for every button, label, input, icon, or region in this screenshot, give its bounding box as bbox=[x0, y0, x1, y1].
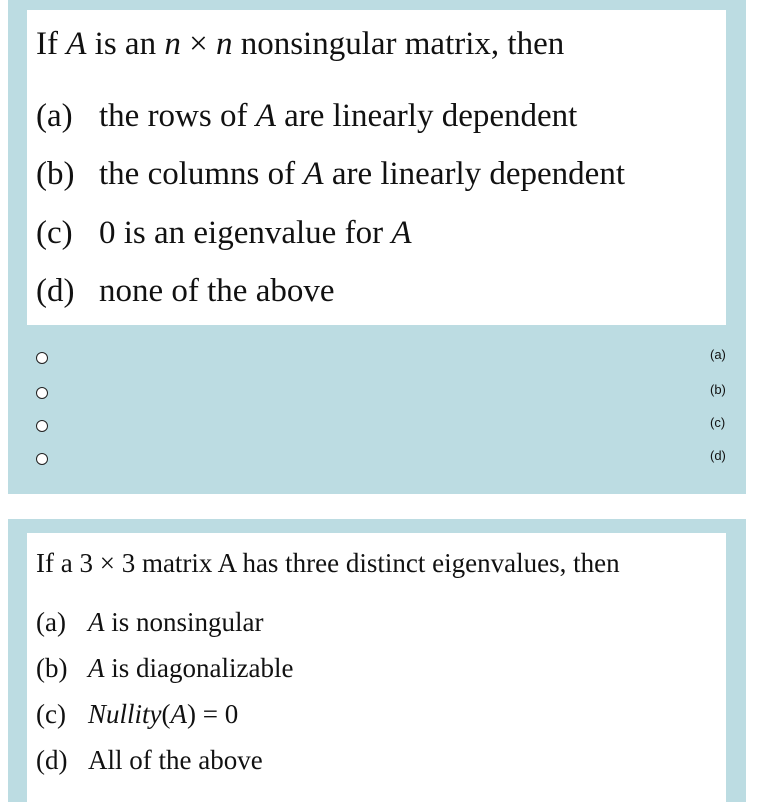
question-stem-panel bbox=[27, 533, 726, 802]
option-var: A bbox=[170, 699, 187, 729]
option-a bbox=[36, 607, 264, 638]
question-stem: If a 3 × 3 matrix A has three distinct eigenvalues, then bbox=[36, 548, 620, 578]
option-text: none of the above bbox=[99, 273, 335, 309]
question-stem bbox=[36, 26, 564, 63]
option-label: (c) bbox=[36, 215, 73, 251]
option-text: All of the above bbox=[88, 745, 263, 775]
choice-label-b[interactable]: (b) bbox=[710, 382, 726, 397]
option-text: ) = 0 bbox=[187, 699, 239, 729]
option-text: is diagonalizable bbox=[104, 653, 294, 683]
stem-text: nonsingular matrix, then bbox=[232, 26, 565, 62]
choice-label-a[interactable]: (a) bbox=[710, 347, 726, 362]
option-label: (d) bbox=[36, 273, 75, 309]
stem-text: If bbox=[36, 26, 67, 62]
option-b bbox=[36, 653, 293, 684]
option-d bbox=[36, 745, 263, 776]
question-card-2 bbox=[8, 519, 746, 802]
option-text: 0 is an eigenvalue for bbox=[99, 215, 392, 251]
radio-button-b[interactable] bbox=[36, 387, 48, 399]
stem-var-n: n bbox=[164, 26, 181, 62]
option-text: is nonsingular bbox=[104, 607, 264, 637]
option-var: A bbox=[255, 98, 276, 134]
radio-button-c[interactable] bbox=[36, 420, 48, 432]
answer-choice-b[interactable] bbox=[8, 381, 746, 407]
option-var: A bbox=[88, 607, 105, 637]
question-card-1 bbox=[8, 0, 746, 494]
question-stem-panel bbox=[27, 10, 726, 325]
option-d bbox=[36, 273, 335, 310]
stem-times: × bbox=[180, 26, 216, 62]
option-a bbox=[36, 98, 577, 135]
stem-text: is an bbox=[86, 26, 165, 62]
option-label: (a) bbox=[36, 98, 73, 134]
option-label: (b) bbox=[36, 653, 68, 683]
option-var: A bbox=[391, 215, 412, 251]
option-text: the columns of bbox=[99, 156, 304, 192]
answer-choice-a[interactable] bbox=[8, 346, 746, 372]
option-c bbox=[36, 699, 238, 730]
choice-label-d[interactable]: (d) bbox=[710, 448, 726, 463]
answer-choice-d[interactable] bbox=[8, 447, 746, 473]
option-label: (d) bbox=[36, 745, 68, 775]
option-text: ( bbox=[161, 699, 171, 729]
stem-var-n: n bbox=[215, 26, 233, 62]
radio-button-d[interactable] bbox=[36, 453, 48, 465]
option-text: the rows of bbox=[99, 98, 256, 134]
option-b bbox=[36, 156, 625, 193]
option-var: Nullity bbox=[88, 699, 162, 729]
option-c bbox=[36, 215, 411, 252]
option-var: A bbox=[303, 156, 324, 192]
option-label: (c) bbox=[36, 699, 66, 729]
option-var: A bbox=[88, 653, 105, 683]
option-label: (b) bbox=[36, 156, 75, 192]
radio-button-a[interactable] bbox=[36, 352, 48, 364]
option-text: are linearly dependent bbox=[275, 98, 578, 134]
stem-var-a: A bbox=[66, 26, 87, 62]
option-label: (a) bbox=[36, 607, 66, 637]
choice-label-c[interactable]: (c) bbox=[710, 415, 726, 430]
option-text: are linearly dependent bbox=[323, 156, 625, 192]
answer-choice-c[interactable] bbox=[8, 414, 746, 440]
